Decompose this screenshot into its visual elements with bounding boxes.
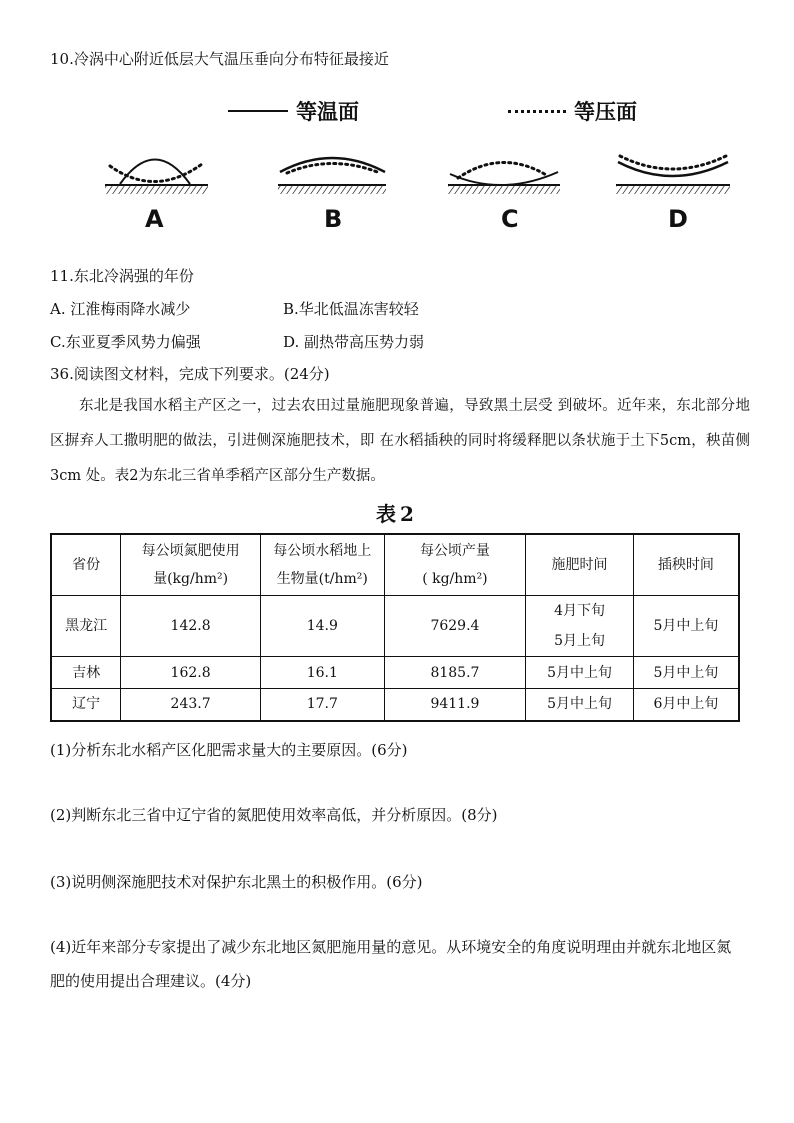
header-transplant-time: 插秧时间 [633, 534, 739, 596]
cell-fert-time: 5月中上旬 [526, 689, 634, 721]
diagram-b [278, 158, 386, 194]
sub-question-4: (4)近年来部分专家提出了减少东北地区氮肥施用量的意见。从环境安全的角度说明理由并就东北地区氮肥的使用提出合理建议。(4分) [50, 938, 732, 990]
cell-biomass: 16.1 [260, 657, 384, 689]
dotted-line-icon [508, 110, 566, 113]
cell-transplant-time: 6月中上旬 [633, 689, 739, 721]
legend-isobar [508, 96, 637, 126]
diagram-label-b: B [324, 205, 343, 233]
table-title: 表2 [376, 502, 418, 526]
q11-option-b: B.华北低温冻害较轻 [283, 300, 419, 318]
cell-province: 辽宁 [51, 689, 121, 721]
solid-line-icon [228, 110, 288, 112]
cell-transplant-time: 5月中上旬 [633, 657, 739, 689]
data-table [50, 533, 740, 722]
header-yield-line1: 每公顷产量 [419, 543, 490, 559]
cell-fert-time: 5月中上旬 [526, 657, 634, 689]
q11-option-d: D. 副热带高压势力弱 [283, 333, 425, 351]
cell-nitrogen: 162.8 [121, 657, 261, 689]
header-yield-line2: ( kg/hm²) [422, 571, 488, 587]
cell-yield: 7629.4 [384, 596, 526, 657]
table-row [51, 596, 739, 657]
cell-fert-time-line1: 4月下旬 [554, 603, 605, 619]
cell-yield: 8185.7 [384, 657, 526, 689]
cell-province: 吉林 [51, 657, 121, 689]
diagram-c [448, 162, 560, 194]
question-10: 10.冷涡中心附近低层大气温压垂向分布特征最接近 [50, 50, 389, 68]
header-fert-time: 施肥时间 [526, 534, 634, 596]
question-36-paragraph: 东北是我国水稻主产区之一，过去农田过量施肥现象普遍，导致黑土层受 到破坏。近年来，东北部分地区摒弃人工撒明肥的做法，引进侧深施肥技术，即 在水稻插秧的同时将缓释肥以条状施于土下5cm，秧苗侧3cm 处。表2为东北三省单季稻产区部分生产数据。 [50, 398, 750, 484]
header-nitrogen-line2: 量(kg/hm²) [153, 571, 229, 587]
header-biomass-line1: 每公顷水稻地上 [273, 543, 372, 559]
diagram-label-a: A [145, 205, 164, 233]
header-biomass-line2: 生物量(t/hm²) [276, 571, 368, 587]
diagram-d [616, 156, 730, 194]
cell-nitrogen: 243.7 [121, 689, 261, 721]
legend-isotherm-label: 等温面 [296, 100, 359, 124]
cell-yield: 9411.9 [384, 689, 526, 721]
diagram-d-isobar [620, 156, 726, 169]
header-biomass [260, 534, 384, 596]
header-yield [384, 534, 526, 596]
table-header-row [51, 534, 739, 596]
diagram-label-c: C [501, 205, 519, 233]
legend-isotherm [228, 96, 359, 126]
q11-option-a: A. 江淮梅雨降水减少 [50, 300, 191, 318]
cell-fert-time [526, 596, 634, 657]
header-province: 省份 [51, 534, 121, 596]
diagram-c-isobar [458, 162, 548, 178]
header-nitrogen [121, 534, 261, 596]
sub-question-3: (3)说明侧深施肥技术对保护东北黑土的积极作用。(6分) [50, 873, 423, 891]
sub-question-1: (1)分析东北水稻产区化肥需求量大的主要原因。(6分) [50, 741, 408, 759]
cell-nitrogen: 142.8 [121, 596, 261, 657]
q11-option-c: C.东亚夏季风势力偏强 [50, 333, 201, 351]
question-11: 11.东北冷涡强的年份 [50, 267, 194, 285]
legend-isobar-label: 等压面 [574, 100, 637, 124]
cell-biomass: 17.7 [260, 689, 384, 721]
isotherm-isobar-diagrams [90, 140, 750, 200]
diagram-a [105, 160, 208, 195]
table-row [51, 657, 739, 689]
diagram-label-d: D [668, 205, 688, 233]
cell-province: 黑龙江 [51, 596, 121, 657]
question-36-header: 36.阅读图文材料，完成下列要求。(24分) [50, 365, 330, 383]
cell-fert-time-line2: 5月上旬 [554, 633, 605, 649]
table-row [51, 689, 739, 721]
sub-question-2: (2)判断东北三省中辽宁省的氮肥使用效率高低，并分析原因。(8分) [50, 806, 498, 824]
header-nitrogen-line1: 每公顷氮肥使用 [141, 543, 240, 559]
cell-transplant-time: 5月中上旬 [633, 596, 739, 657]
cell-biomass: 14.9 [260, 596, 384, 657]
